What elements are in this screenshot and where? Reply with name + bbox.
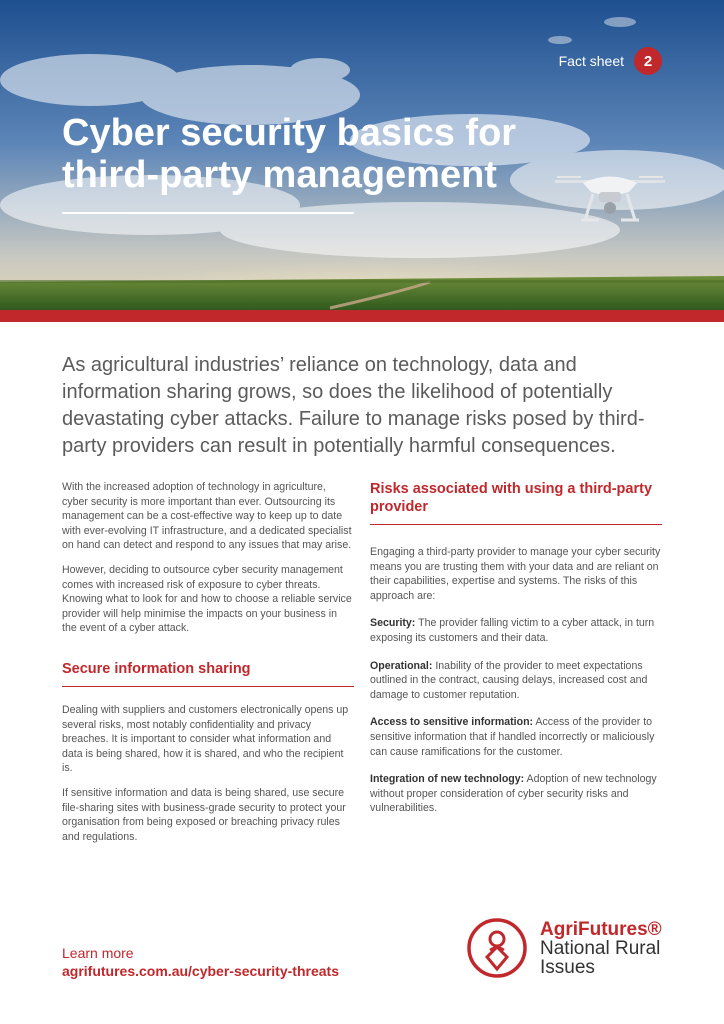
risk-item-security <box>370 616 662 645</box>
left-column <box>62 480 354 854</box>
section-heading-risks: Risks associated with using a third-party provider <box>370 480 662 525</box>
body-paragraph: Dealing with suppliers and customers electronically opens up several risks, most notably confidentiality and privacy breaches. It is important to consider what information and data is being shared, how it is shared, and who the recipient is. <box>62 703 349 775</box>
body-paragraph: With the increased adoption of technology in agriculture, cyber security is more important than ever. Outsourcing its management can be a cost-effective way to keep up to date with ever-evolving IT infrastructure, and a dedicated specialist on hand can detect and respond to any issues that may arise. <box>62 481 352 552</box>
risks-intro: Engaging a third-party provider to manage your cyber security means you are trusting them with your data and are reliant on their capabilities, expertise and systems. The risks of this approach are: <box>370 546 661 602</box>
page-title: Cyber security basics for third-party management <box>62 112 517 196</box>
red-divider-band <box>0 310 724 322</box>
learn-more-block <box>62 944 339 981</box>
agrifutures-logo <box>466 917 662 979</box>
fact-sheet-tag <box>559 47 662 75</box>
risk-item-integration <box>370 772 662 816</box>
risk-item-access <box>370 715 662 759</box>
section-heading-secure-sharing: Secure information sharing <box>62 660 354 687</box>
fact-sheet-number-badge: 2 <box>634 47 662 75</box>
body-paragraph: If sensitive information and data is being shared, use secure file-sharing sites with business-grade security to protect your organisation from being exposed or breaching privacy rules and regulations. <box>62 786 346 843</box>
agrifutures-emblem-icon <box>466 917 528 979</box>
risk-term: Access to sensitive information: <box>370 716 534 729</box>
risk-text: The provider falling victim to a cyber attack, in turn exposing its customers and their data. <box>370 617 655 644</box>
risk-term: Security: <box>370 617 416 630</box>
logo-line-3: Issues <box>540 956 595 978</box>
logo-brand: AgriFutures® <box>540 918 662 940</box>
fact-sheet-label: Fact sheet <box>558 53 624 69</box>
logo-line-2: National Rural <box>540 937 661 959</box>
body-paragraph: However, deciding to outsource cyber security management comes with increased risk of exposure to cyber threats. Knowing what to look for and how to choose a reliable service provider will help minimise the impacts on your business in the event of a cyber attack. <box>62 563 352 635</box>
learn-more-link[interactable]: agrifutures.com.au/cyber-security-threats <box>62 963 339 979</box>
logo-wordmark <box>540 920 662 977</box>
learn-more-label: Learn more <box>62 945 134 961</box>
hero-banner <box>0 0 724 322</box>
intro-paragraph: As agricultural industries’ reliance on technology, data and information sharing grows, so does the likelihood of potentially devastating cyber attacks. Failure to manage risks posed by third-party providers can result in potentially harmful consequences. <box>62 354 645 457</box>
risk-text: Access of the provider to sensitive information that if handled incorrectly or maliciously can cause ramifications for the customer. <box>370 716 655 758</box>
right-column <box>370 480 662 829</box>
risk-text: Adoption of new technology without proper consideration of cyber security risks and vulnerabilities. <box>370 773 657 815</box>
risk-item-operational <box>370 659 662 703</box>
risk-text: Inability of the provider to meet expectations outlined in the contract, causing delays, increased cost and damage to customer reputation. <box>370 659 648 701</box>
risk-term: Operational: <box>370 659 433 672</box>
risk-term: Integration of new technology: <box>370 773 525 786</box>
title-underline <box>62 212 354 214</box>
